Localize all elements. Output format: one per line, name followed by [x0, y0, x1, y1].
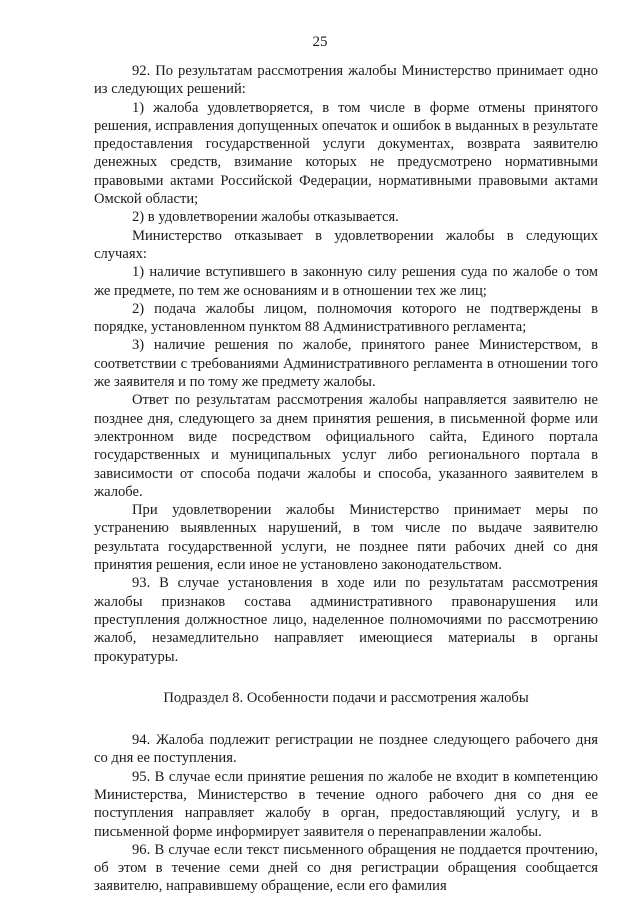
document-body [94, 62, 598, 896]
paragraph-95: 95. В случае если принятие решения по жалобе не входит в компетенцию Министерства, Министерство в течение одного рабочего дня со дня ее поступления направляет жалобу в орган, предоставляющий услугу, и в письменной форме информирует заявителя о перенаправлении жалобы. [94, 768, 598, 840]
paragraph-92-item-2: 2) в удовлетворении жалобы отказывается. [132, 209, 399, 226]
paragraph-refusal-item-1: 1) наличие вступившего в законную силу решения суда по жалобе о том же предмете, по тем же основаниям и в отношении тех же лиц; [94, 264, 598, 299]
paragraph-96: 96. В случае если текст письменного обращения не поддается прочтению, об этом в течение семи дней со дня регистрации обращения сообщается заявителю, направившему обращение, если его фамилия [94, 841, 598, 895]
paragraph-92: 92. По результатам рассмотрения жалобы Министерство принимает одно из следующих решений: [94, 63, 598, 98]
paragraph-measures: При удовлетворении жалобы Министерство принимает меры по устранению выявленных нарушений, в том числе по выдаче заявителю результата государственной услуги, не позднее пяти рабочих дней со дня принятия решения, если иное не установлено законодательством. [94, 502, 598, 574]
paragraph-93: 93. В случае установления в ходе или по результатам рассмотрения жалобы признаков состава административного правонарушения или преступления должностное лицо, наделенное полномочиями по рассмотрению жалоб, незамедлительно направляет имеющиеся материалы в органы прокуратуры. [94, 575, 598, 665]
paragraph-refusal-item-2: 2) подача жалобы лицом, полномочия которого не подтверждены в порядке, установленном пунктом 88 Административного регламента; [94, 300, 598, 336]
paragraph-answer: Ответ по результатам рассмотрения жалобы направляется заявителю не позднее дня, следующего за днем принятия решения, в письменной форме или электронном виде посредством официального сайта, Единого портала государственных и муниципальных услуг либо регионального портала в зависимости от способа подачи жалобы и способа, указанного заявителем в жалобе. [94, 392, 598, 500]
paragraph-refusal-intro: Министерство отказывает в удовлетворении жалобы в следующих случаях: [94, 227, 598, 262]
subsection-heading: Подраздел 8. Особенности подачи и рассмотрения жалобы [163, 689, 529, 706]
paragraph-92-item-1: 1) жалоба удовлетворяется, в том числе в форме отмены принятого решения, исправления допущенных опечаток и ошибок в выданных в результате предоставления государственной услуги документах, возврата заявителю денежных средств, взимание которых не предусмотрено нормативными правовыми актами Российской Федерации, нормативными правовыми актами Омской области; [94, 99, 598, 208]
page-number: 25 [312, 34, 328, 50]
paragraph-94: 94. Жалоба подлежит регистрации не позднее следующего рабочего дня со дня ее поступления. [94, 732, 598, 767]
paragraph-refusal-item-3: 3) наличие решения по жалобе, принятого ранее Министерством, в соответствии с требованиями Административного регламента в отношении того же заявителя и по тому же предмету жалобы. [94, 337, 598, 391]
